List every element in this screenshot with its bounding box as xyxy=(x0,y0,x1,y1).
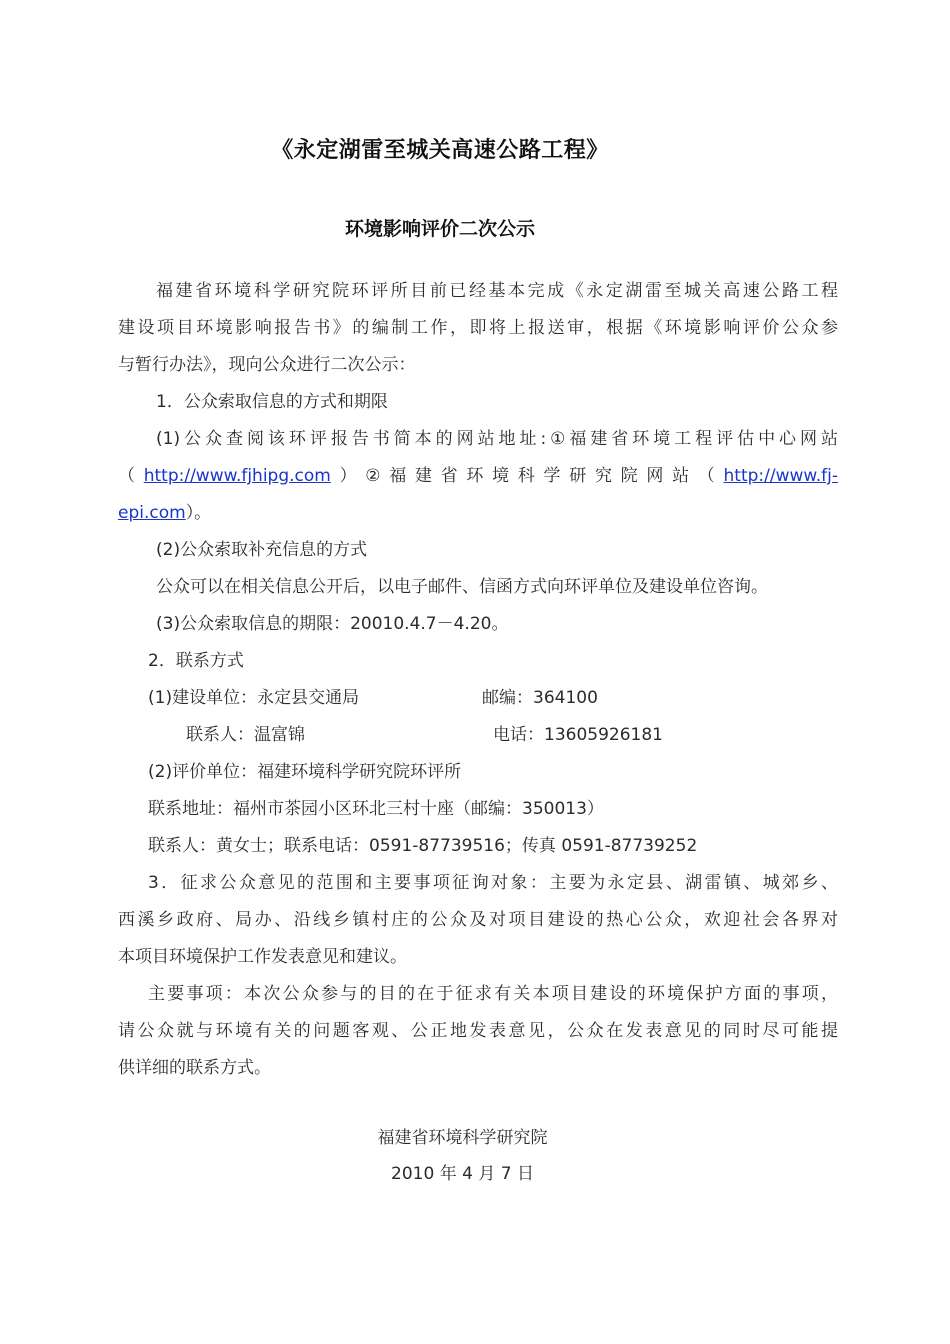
period-line: (3)公众索取信息的期限：20010.4.7－4.20。 xyxy=(156,614,509,634)
website-line: (1)公众查阅该环评报告书简本的网站地址:①福建省环境工程评估中心网站 xyxy=(156,429,838,449)
main-items-line: 请公众就与环境有关的问题客观、公正地发表意见，公众在发表意见的同时尽可能提 xyxy=(118,1021,838,1041)
link-fjhipg[interactable]: http://www.fjhipg.com xyxy=(143,466,331,486)
section-3-line: 西溪乡政府、局办、沿线乡镇村庄的公众及对项目建设的热心公众，欢迎社会各界对 xyxy=(118,910,838,930)
bracket-open: （ xyxy=(118,466,144,486)
intro-line: 与暂行办法》，现向公众进行二次公示： xyxy=(118,355,416,375)
builder-line xyxy=(118,680,838,717)
supplement-text: 公众可以在相关信息公开后，以电子邮件、信函方式向环评单位及建设单位咨询。 xyxy=(156,577,768,597)
website-links-cont xyxy=(118,495,838,532)
document-body xyxy=(118,273,838,1087)
link-fj-epi[interactable]: http://www.fj- xyxy=(723,466,838,486)
evaluator-contact: 联系人：黄女士；联系电话：0591-87739516；传真 0591-87739252 xyxy=(148,836,698,856)
builder-contact-line xyxy=(118,717,838,754)
intro-line: 福建省环境科学研究院环评所目前已经基本完成《永定湖雷至城关高速公路工程 xyxy=(156,281,838,301)
website-2-label: ）②福建省环境科学研究院网站（ xyxy=(330,466,724,486)
intro-line: 建设项目环境影响报告书》的编制工作，即将上报送审，根据《环境影响评价公众参 xyxy=(118,318,838,338)
evaluator-line: (2)评价单位：福建环境科学研究院环评所 xyxy=(148,762,462,782)
signature-org: 福建省环境科学研究院 xyxy=(377,1128,548,1148)
document-subtitle: 环境影响评价二次公示 xyxy=(344,218,535,240)
website-links-line xyxy=(118,458,838,495)
document-title: 《永定湖雷至城关高速公路工程》 xyxy=(271,138,609,163)
evaluator-address: 联系地址：福州市茶园小区环北三村十座（邮编：350013） xyxy=(148,799,604,819)
builder-contact: 联系人：温富锦 xyxy=(186,725,305,745)
signature-block xyxy=(0,1120,925,1192)
builder-phone: 电话：13605926181 xyxy=(493,725,663,745)
section-3-line: 本项目环境保护工作发表意见和建议。 xyxy=(118,947,407,967)
supplement-heading: (2)公众索取补充信息的方式 xyxy=(156,540,368,560)
bracket-close: ）。 xyxy=(185,503,212,523)
builder-unit: (1)建设单位：永定县交通局 xyxy=(148,688,360,708)
link-fj-epi-cont[interactable]: epi.com xyxy=(118,503,186,523)
signature-date: 2010 年 4 月 7 日 xyxy=(391,1164,534,1184)
main-items-line: 供详细的联系方式。 xyxy=(118,1058,271,1078)
section-1-heading: 1．公众索取信息的方式和期限 xyxy=(156,392,388,412)
section-2-heading: 2．联系方式 xyxy=(148,651,244,671)
main-items-line: 主要事项：本次公众参与的目的在于征求有关本项目建设的环境保护方面的事项， xyxy=(148,984,838,1004)
section-3-line: 3．征求公众意见的范围和主要事项征询对象：主要为永定县、湖雷镇、城郊乡、 xyxy=(148,873,838,893)
builder-postcode: 邮编：364100 xyxy=(482,688,598,708)
